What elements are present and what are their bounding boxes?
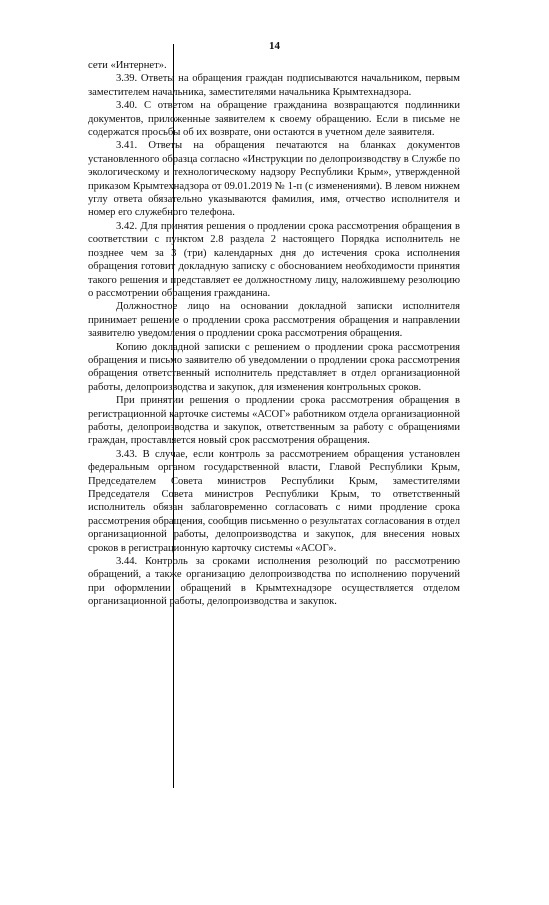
- paragraph-internet-tail: сети «Интернет».: [88, 60, 167, 71]
- paragraph-official-decision: Должностное лицо на основании докладной записки исполнителя принимает решение о продлении срока рассмотрения обращения и направлении заявителю уведомления о продлении срока рассмотрения обращения.: [88, 301, 460, 340]
- paragraph-3-44: 3.44. Контроль за сроками исполнения резолюций по рассмотрению обращений, а также организацию делопроизводства по исполнению поручений при оформлении обращений в Крымтехнадзоре осуществляется отделом организационной работы, делопроизводства и закупок.: [88, 556, 460, 608]
- paragraph-3-41: 3.41. Ответы на обращения печатаются на бланках документов установленного образца согласно «Инструкции по делопроизводству в Службе по экологическому и технологическому надзору Республики Крым», утвержденной приказом Крымтехнадзора от 09.01.2019 № 1-п (с изменениями). В левом нижнем углу ответа обязательно указываются фамилия, имя, отчество исполнителя и номер его служебного телефона.: [88, 140, 460, 219]
- paragraph-3-43: 3.43. В случае, если контроль за рассмотрением обращения установлен федеральным органом государственной власти, Главой Республики Крым, Председателем Совета министров Республики Крым, заместителями Председателя Совета министров Республики Крым, то ответственный исполнитель обязан заблаговременно согласовать с ними продление срока рассмотрения обращения, сообщив письменно о результатах согласования в отдел организационной работы, делопроизводства и закупок, для внесения новых сроков в регистрационную карточку системы «АСОГ».: [88, 448, 460, 554]
- document-body: [88, 59, 460, 609]
- paragraph-3-42: 3.42. Для принятия решения о продлении срока рассмотрения обращения в соответствии с пунктом 2.8 раздела 2 настоящего Порядка исполнитель не позднее чем за 3 (три) календарных дня до истечения срока исполнения обращения готовит докладную записку с обоснованием необходимости принятия такого решения и представляет ее должностному лицу, наложившему резолюцию о рассмотрении обращения гражданина.: [88, 220, 460, 299]
- paragraph-3-39: 3.39. Ответы на обращения граждан подписываются начальником, первым заместителем начальника, заместителями начальника Крымтехнадзора.: [88, 73, 460, 98]
- paragraph-copy-memo: Копию докладной записки с решением о продлении срока рассмотрения обращения и письмо заявителю об уведомлении о продлении срока рассмотрения обращения ответственный исполнитель представляет в отдел организационной работы, делопроизводства и закупок, для изменения контрольных сроков.: [88, 341, 460, 393]
- paragraph-3-40: 3.40. С ответом на обращение гражданина возвращаются подлинники документов, приложенные заявителем к своему обращению. Если в письме не содержатся просьбы об их возврате, они остаются в учетном деле заявителя.: [88, 100, 460, 139]
- paragraph-asog-deadline: При принятии решения о продлении срока рассмотрения обращения в регистрационной карточке системы «АСОГ» работником отдела организационной работы, делопроизводства и закупок, ответственным за работу с обращениями граждан, проставляется новый срок рассмотрения обращения.: [88, 395, 460, 447]
- page-number: 14: [269, 40, 280, 52]
